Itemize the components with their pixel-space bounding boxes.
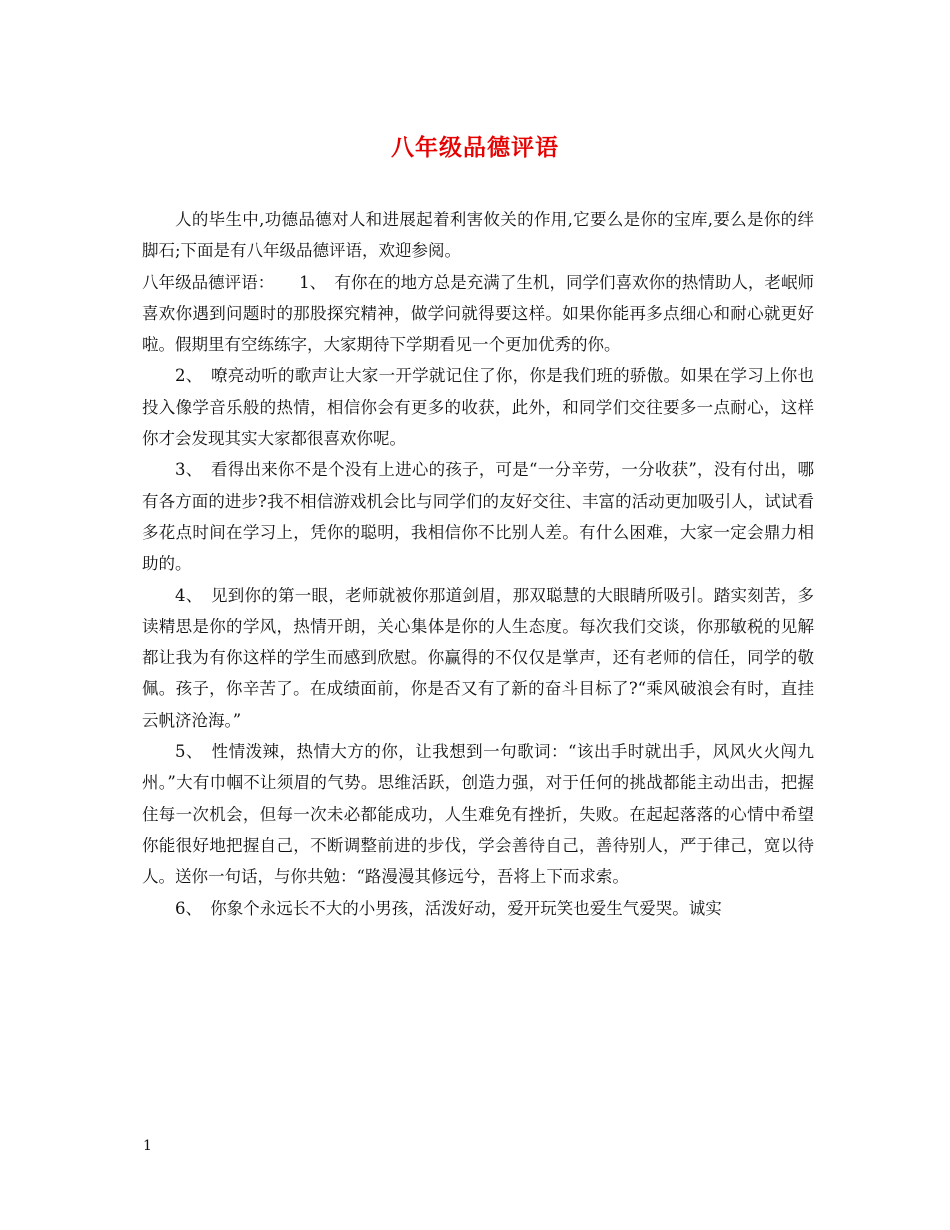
document-title: 八年级品德评语: [391, 134, 559, 161]
paragraph-2: 2、 嘹亮动听的歌声让大家一开学就记住了你，你是我们班的骄傲。如果在学习上你也投入像学音乐般的热情，相信你会有更多的收获，此外，和同学们交往要多一点耐心，这样你才会发现其实大家都很喜欢你呢。: [142, 366, 814, 449]
document-body: [142, 204, 814, 924]
paragraph-6: 6、 你象个永远长不大的小男孩，活泼好动，爱开玩笑也爱生气爱哭。诚实: [175, 898, 722, 918]
paragraph-5: 5、 性情泼辣，热情大方的你，让我想到一句歌词：“该出手时就出手，风风火火闯九州。”大有巾帼不让须眉的气势。思维活跃，创造力强，对于任何的挑战都能主动出击，把握住每一次机会，但每一次未必都能成功，人生难免有挫折，失败。在起起落落的心情中希望你能很好地把握自己，不断调整前进的步伐，学会善待自己，善待别人，严于律己，宽以待人。送你一句话，与你共勉：“路漫漫其修远兮，吾将上下而求索。: [142, 742, 814, 887]
paragraph-3: 3、 看得出来你不是个没有上进心的孩子，可是“一分辛劳，一分收获”，没有付出，哪有各方面的进步?我不相信游戏机会比与同学们的友好交往、丰富的活动更加吸引人，试试看多花点时间在学习上，凭你的聪明，我相信你不比别人差。有什么困难，大家一定会鼎力相助的。: [142, 460, 814, 574]
paragraph-intro: 人的毕生中,功德品德对人和进展起着利害攸关的作用,它要么是你的宝库,要么是你的绊脚石;下面是有八年级品德评语，欢迎参阅。: [142, 210, 814, 261]
paragraph-1: 八年级品德评语： 1、 有你在的地方总是充满了生机，同学们喜欢你的热情助人，老岷师喜欢你遇到问题时的那股探究精神，做学问就得要这样。如果你能再多点细心和耐心就更好啦。假期里有空练练字，大家期待下学期看见一个更加优秀的你。: [142, 272, 814, 355]
page-number: 1: [143, 1138, 152, 1154]
paragraph-4: 4、 见到你的第一眼，老师就被你那道剑眉，那双聪慧的大眼睛所吸引。踏实刻苦，多读精思是你的学风，热情开朗，关心集体是你的人生态度。每次我们交谈，你那敏税的见解都让我为有你这样的学生而感到欣慰。你赢得的不仅仅是掌声，还有老师的信任，同学的敬佩。孩子，你辛苦了。在成绩面前，你是否又有了新的奋斗目标了?“乘风破浪会有时，直挂云帆济沧海。”: [142, 585, 814, 730]
